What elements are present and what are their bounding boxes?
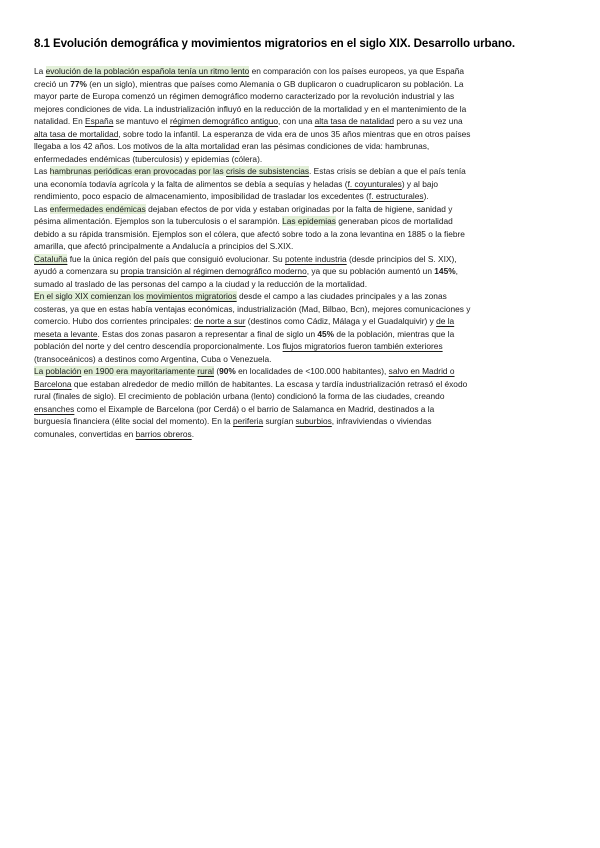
underlined-text: flujos migratorios fueron también exteriores xyxy=(282,341,443,351)
underlined-text: potente industria xyxy=(284,253,347,264)
underlined-text: propia transición al régimen demográfico moderno xyxy=(120,266,307,276)
text-run: . xyxy=(191,428,195,439)
text-run: (en un siglo), mientras que países como Alemania o GB duplicaron o cuadruplicaron su población. La xyxy=(86,78,464,89)
text-run: que estaban alrededor de medio millón de habitantes. La escasa y tardía industrialización retrasó el éxodo xyxy=(71,378,468,389)
highlighted-text: La xyxy=(34,366,46,376)
text-line xyxy=(34,103,574,116)
text-run: pero a su vez una xyxy=(394,116,463,126)
text-run: burguesía financiera (élite social del momento). En la xyxy=(34,416,233,426)
underlined-text: f. estructurales xyxy=(368,191,424,201)
underlined-text: de norte a sur xyxy=(194,316,246,326)
text-run: como el Eixample de Barcelona (por Cerdá) o el barrio de Salamanca en Madrid, destinados a la xyxy=(74,403,435,414)
text-line xyxy=(34,90,574,103)
highlighted-text: rural xyxy=(197,366,214,376)
text-run: , ya que su población aumentó un xyxy=(306,266,435,276)
text-line xyxy=(34,190,574,203)
text-run: (destinos como Cádiz, Málaga y el Guadalquivir) y xyxy=(245,316,437,326)
text-run: La xyxy=(34,66,46,76)
text-run: (transoceánicos) a destinos como Argentina, Cuba o Venezuela. xyxy=(34,353,272,364)
text-run: generaban picos de mortalidad xyxy=(335,216,453,226)
underlined-text: régimen demográfico antiguo xyxy=(169,116,279,126)
text-line xyxy=(34,428,574,441)
underlined-text: salvo en Madrid o xyxy=(388,366,455,376)
highlighted-text: Cataluña xyxy=(34,253,68,264)
text-line xyxy=(34,353,574,366)
document-body xyxy=(34,65,574,440)
underlined-text: periferia xyxy=(232,416,264,426)
underlined-text: motivos de la alta mortalidad xyxy=(133,141,240,151)
text-line xyxy=(34,403,574,416)
highlighted-text: hambrunas periódicas eran provocadas por las xyxy=(49,166,227,176)
highlighted-text: En el siglo XIX comienzan los xyxy=(34,291,147,301)
text-line xyxy=(34,315,574,328)
text-line xyxy=(34,65,574,78)
text-run: costeras, ya que en estas había ventajas económicas, industrialización (Mad, Bilbao, Bcn), mejores comunicaciones y xyxy=(34,303,471,314)
underlined-text: meseta a levante xyxy=(34,328,98,339)
text-run: debido a su rápida transmisión. Ejemplos son el cólera, que afectó sobre todo a la zona levantina en 1885 o la fiebre xyxy=(34,228,465,239)
highlighted-text: enfermedades endémicas xyxy=(49,203,146,214)
text-line xyxy=(34,390,574,403)
text-line xyxy=(34,228,574,241)
text-run: mejores condiciones de vida. La industrialización influyó en la reducción de la mortalidad y en el mantenimiento de la xyxy=(34,103,467,114)
document-title: 8.1 Evolución demográfica y movimientos migratorios en el siglo XIX. Desarrollo urbano. xyxy=(34,37,515,50)
text-run: desde el campo a las ciudades principales y a las zonas xyxy=(236,291,447,301)
text-run: comercio. Hubo dos corrientes principales: xyxy=(34,316,194,326)
underlined-text: barrios obreros xyxy=(135,428,192,439)
bold-text: 77% xyxy=(70,78,87,89)
text-run: , infraviviendas o viviendas xyxy=(331,416,432,426)
highlighted-text: evolución de la población española tenía un ritmo lento xyxy=(45,66,250,76)
text-run: rural (finales de siglo). El crecimiento de población urbana (lento) condicionó la forma de las ciudades, creando xyxy=(34,391,445,401)
bold-text: 90% xyxy=(219,366,236,376)
text-run: pésima alimentación. Ejemplos son la tuberculosis o el sarampión. xyxy=(34,216,283,226)
highlighted-text: movimientos migratorios xyxy=(146,291,237,301)
underlined-text: España xyxy=(85,116,114,126)
underlined-text: de la xyxy=(436,316,455,326)
text-line xyxy=(34,165,574,178)
text-run: Las xyxy=(34,203,50,214)
text-line xyxy=(34,203,574,216)
underlined-text: suburbios xyxy=(295,416,332,426)
underlined-text: ensanches xyxy=(34,403,75,414)
text-line xyxy=(34,140,574,153)
text-run: sumado al traslado de las personas del campo a la ciudad y la reducción de la mortalidad. xyxy=(34,278,368,289)
text-line xyxy=(34,340,574,353)
text-run: eran las pésimas condiciones de vida: hambrunas, xyxy=(239,141,430,151)
text-line xyxy=(34,78,574,91)
text-run: natalidad. En xyxy=(34,116,86,126)
text-line xyxy=(34,365,574,378)
text-run: . Estas dos zonas pasaron a representar a final de siglo un xyxy=(97,328,318,339)
bold-text: 45% xyxy=(317,328,335,339)
text-run: ( xyxy=(214,366,220,376)
underlined-text: f. coyunturales xyxy=(347,178,402,189)
text-run: población del norte y del centro descendía proporcionalmente. Los xyxy=(34,341,283,351)
text-line xyxy=(34,153,574,166)
text-run: fue la única región del país que consiguió evolucionar. Su xyxy=(67,253,285,264)
underlined-text: Barcelona xyxy=(34,378,72,389)
text-run: enfermedades endémicas (tuberculosis) y epidemias (cólera). xyxy=(34,153,263,164)
highlighted-text: crisis de subsistencias xyxy=(226,166,310,176)
underlined-text: alta tasa de mortalidad xyxy=(34,128,119,139)
text-run: ) y al bajo xyxy=(401,178,439,189)
text-line xyxy=(34,303,574,316)
text-run: rendimiento, poco espacio de almacenamiento, imposibilidad de trasladar los excedentes ( xyxy=(34,191,369,201)
text-run: Las xyxy=(34,166,50,176)
text-line xyxy=(34,265,574,278)
text-run: una economía todavía agrícola y la falta de alimentos se debía a sequías y heladas ( xyxy=(34,178,348,189)
text-run: dejaban efectos de por vida y estaban originadas por la falta de higiene, sanidad y xyxy=(145,203,453,214)
text-line xyxy=(34,240,574,253)
text-run: en comparación con los países europeos, ya que España xyxy=(249,66,465,76)
highlighted-text: en 1900 era mayoritariamente xyxy=(81,366,198,376)
highlighted-text: Las epidemias xyxy=(282,216,336,226)
bold-text: 145% xyxy=(434,266,456,276)
text-line xyxy=(34,290,574,303)
text-line xyxy=(34,178,574,191)
text-line xyxy=(34,328,574,341)
text-line xyxy=(34,128,574,141)
text-run: . Estas crisis se debían a que el país tenía xyxy=(309,166,466,176)
text-run: se mantuvo el xyxy=(113,116,170,126)
highlighted-text: población xyxy=(45,366,82,376)
text-line xyxy=(34,415,574,428)
text-run: en localidades de <100.000 habitantes), xyxy=(235,366,389,376)
text-run: , con una xyxy=(278,116,315,126)
text-line xyxy=(34,115,574,128)
text-run: creció un xyxy=(34,78,71,89)
text-line xyxy=(34,215,574,228)
text-run: , xyxy=(455,266,458,276)
text-line xyxy=(34,253,574,266)
text-run: llegaba a los 42 años. Los xyxy=(34,141,134,151)
text-run: surgían xyxy=(263,416,296,426)
text-run: comunales, convertidas en xyxy=(34,428,136,439)
text-line xyxy=(34,278,574,291)
text-run: de la población, mientras que la xyxy=(334,328,455,339)
text-line xyxy=(34,378,574,391)
text-run: ayudó a comenzara su xyxy=(34,266,121,276)
text-run: ). xyxy=(423,191,429,201)
underlined-text: alta tasa de natalidad xyxy=(314,116,394,126)
text-run: amarilla, que afectó principalmente a Andalucía a principios del S.XIX. xyxy=(34,241,294,251)
text-run: mayor parte de Europa comenzó un régimen demográfico moderno caracterizado por la revolución industrial y las xyxy=(34,91,455,101)
text-run: , sobre todo la infantil. La esperanza de vida era de unos 35 años mientras que en otros países xyxy=(118,128,471,139)
text-run: (desde principios del S. XIX), xyxy=(346,253,457,264)
